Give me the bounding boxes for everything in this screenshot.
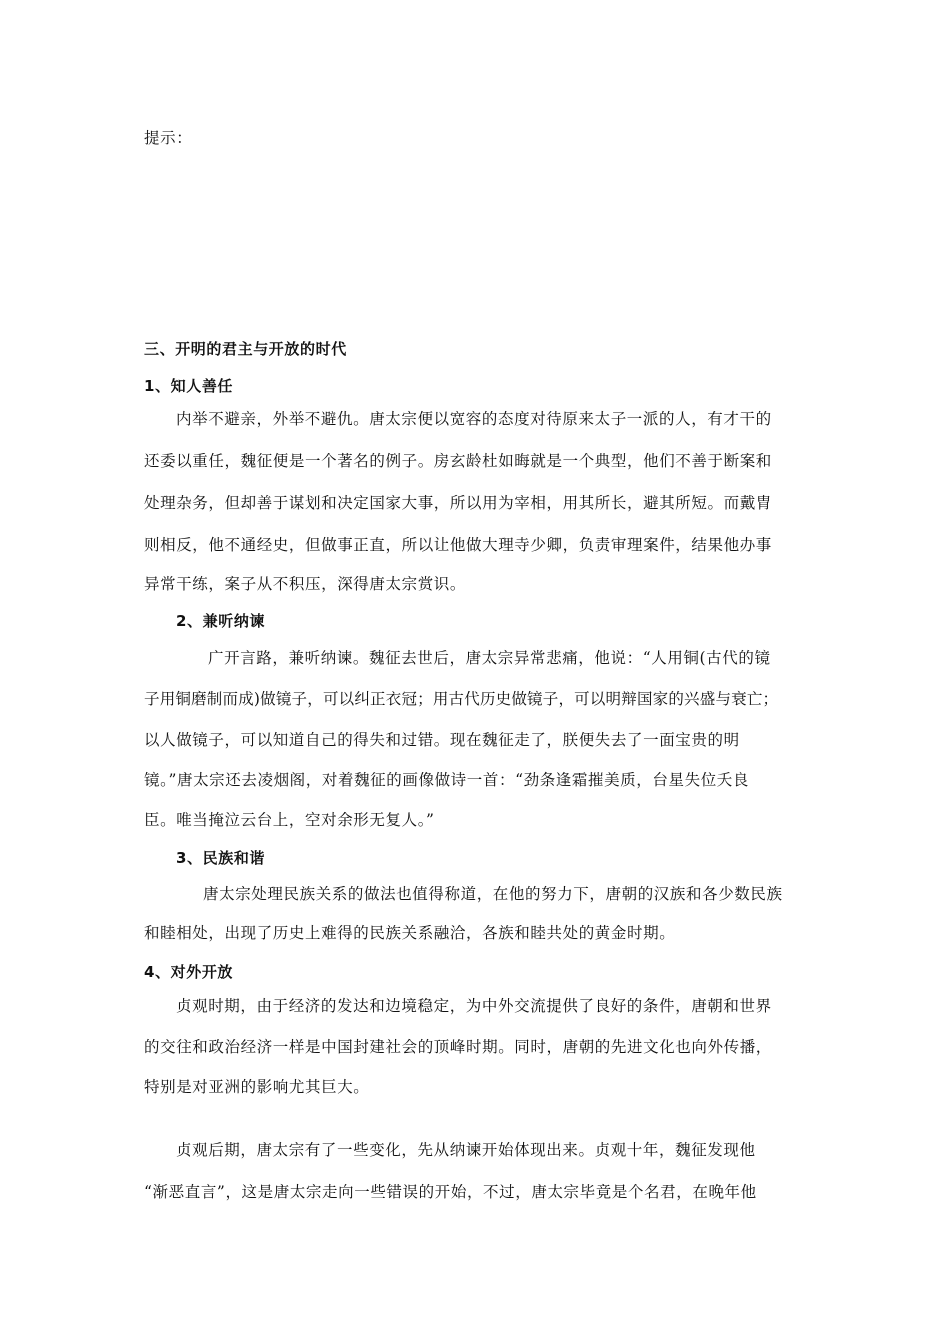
sub2-heading: 2、兼听纳谏 [176,612,266,630]
sub2-line-4: 镜。”唐太宗还去凌烟阁，对着魏征的画像做诗一首：“劲条逢霜摧美质，台星失位夭良 [144,771,750,789]
closing-line-2: “渐恶直言”，这是唐太宗走向一些错误的开始，不过，唐太宗毕竟是个名君，在晚年他 [144,1183,757,1201]
sub2-line-3: 以人做镜子，可以知道自己的得失和过错。现在魏征走了，朕便失去了一面宝贵的明 [144,731,740,749]
sub4-line-1: 贞观时期，由于经济的发达和边境稳定，为中外交流提供了良好的条件，唐朝和世界 [176,997,772,1015]
sub4-line-2: 的交往和政治经济一样是中国封建社会的顶峰时期。同时，唐朝的先进文化也向外传播， [144,1038,772,1056]
sub3-line-2: 和睦相处，出现了历史上难得的民族关系融洽，各族和睦共处的黄金时期。 [144,924,676,942]
sub4-heading: 4、对外开放 [144,963,234,981]
sub2-line-5: 臣。唯当掩泣云台上，空对余形无复人。” [144,811,435,829]
sub1-line-3: 处理杂务，但却善于谋划和决定国家大事，所以用为宰相，用其所长，避其所短。而戴胄 [144,494,772,512]
sub4-line-3: 特别是对亚洲的影响尤其巨大。 [144,1078,370,1096]
sub1-line-1: 内举不避亲，外举不避仇。唐太宗便以宽容的态度对待原来太子一派的人，有才干的 [176,410,772,428]
sub1-line-2: 还委以重任，魏征便是一个著名的例子。房玄龄杜如晦就是一个典型，他们不善于断案和 [144,452,772,470]
sub2-line-1: 广开言路，兼听纳谏。魏征去世后，唐太宗异常悲痛，他说：“人用铜(古代的镜 [208,649,771,667]
sub1-line-4: 则相反，他不通经史，但做事正直，所以让他做大理寺少卿，负责审理案件，结果他办事 [144,536,772,554]
sub2-line-2: 子用铜磨制而成)做镜子，可以纠正衣冠；用古代历史做镜子，可以明辩国家的兴盛与衰亡； [144,690,779,708]
sub3-heading: 3、民族和谐 [176,849,266,867]
sub1-line-5: 异常干练，案子从不积压，深得唐太宗赏识。 [144,575,467,593]
hint-label: 提示： [144,129,193,147]
sub1-heading: 1、知人善任 [144,377,234,395]
section-title: 三、开明的君主与开放的时代 [144,340,347,358]
sub3-line-1: 唐太宗处理民族关系的做法也值得称道，在他的努力下，唐朝的汉族和各少数民族 [203,885,783,903]
closing-line-1: 贞观后期，唐太宗有了一些变化，先从纳谏开始体现出来。贞观十年，魏征发现他 [176,1141,756,1159]
